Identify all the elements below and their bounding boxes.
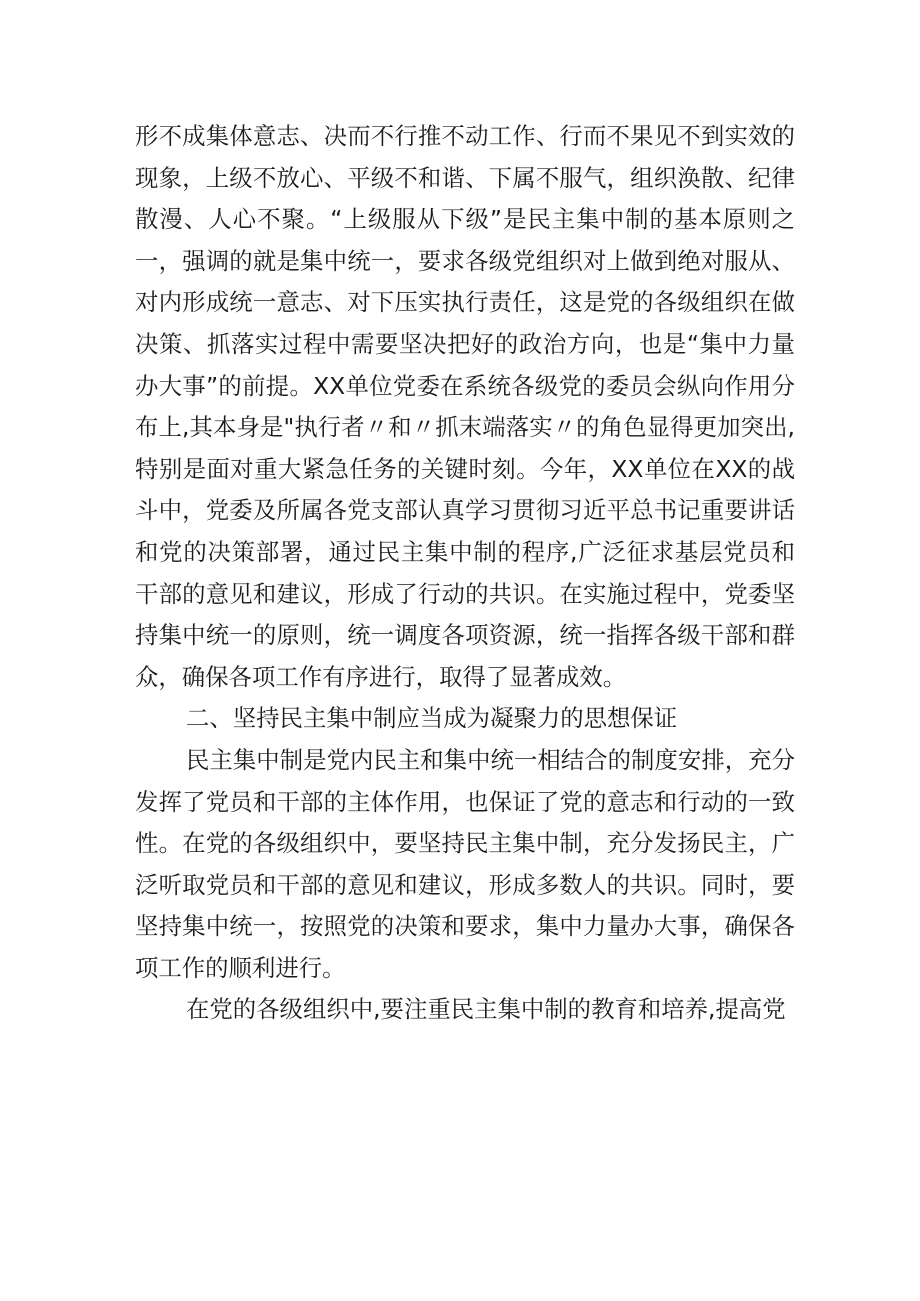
document-body bbox=[135, 116, 795, 1031]
paragraph-continued: 形不成集体意志、决而不行推不动工作、行而不果见不到实效的现象，上级不放心、平级不和谐、下属不服气，组织涣散、纪律散漫、人心不聚。“上级服从下级”是民主集中制的基本原则之一，强调的就是集中统一，要求各级党组织对上做到绝对服从、对内形成统一意志、对下压实执行责任，这是党的各级组织在做决策、抓落实过程中需要坚决把好的政治方向，也是“集中力量办大事”的前提。XX单位党委在系统各级党的委员会纵向作用分布上,其本身是"执行者〃和〃抓末端落实〃的角色显得更加突出,特别是面对重大紧急任务的关键时刻。今年，XX单位在XX的战斗中，党委及所属各党支部认真学习贯彻习近平总书记重要讲话和党的决策部署，通过民主集中制的程序,广泛征求基层党员和干部的意见和建议，形成了行动的共识。在实施过程中，党委坚持集中统一的原则，统一调度各项资源，统一指挥各级干部和群众，确保各项工作有序进行，取得了显著成效。 bbox=[135, 122, 795, 691]
paragraph: 民主集中制是党内民主和集中统一相结合的制度安排，充分发挥了党员和干部的主体作用，也保证了党的意志和行动的一致性。在党的各级组织中，要坚持民主集中制，充分发扬民主，广泛听取党员和干部的意见和建议，形成多数人的共识。同时，要坚持集中统一，按照党的决策和要求，集中力量办大事，确保各项工作的顺利进行。 bbox=[135, 745, 795, 982]
paragraph: 在党的各级组织中,要注重民主集中制的教育和培养,提高党 bbox=[186, 995, 786, 1024]
section-heading: 二、坚持民主集中制应当成为凝聚力的思想保证 bbox=[186, 704, 678, 733]
